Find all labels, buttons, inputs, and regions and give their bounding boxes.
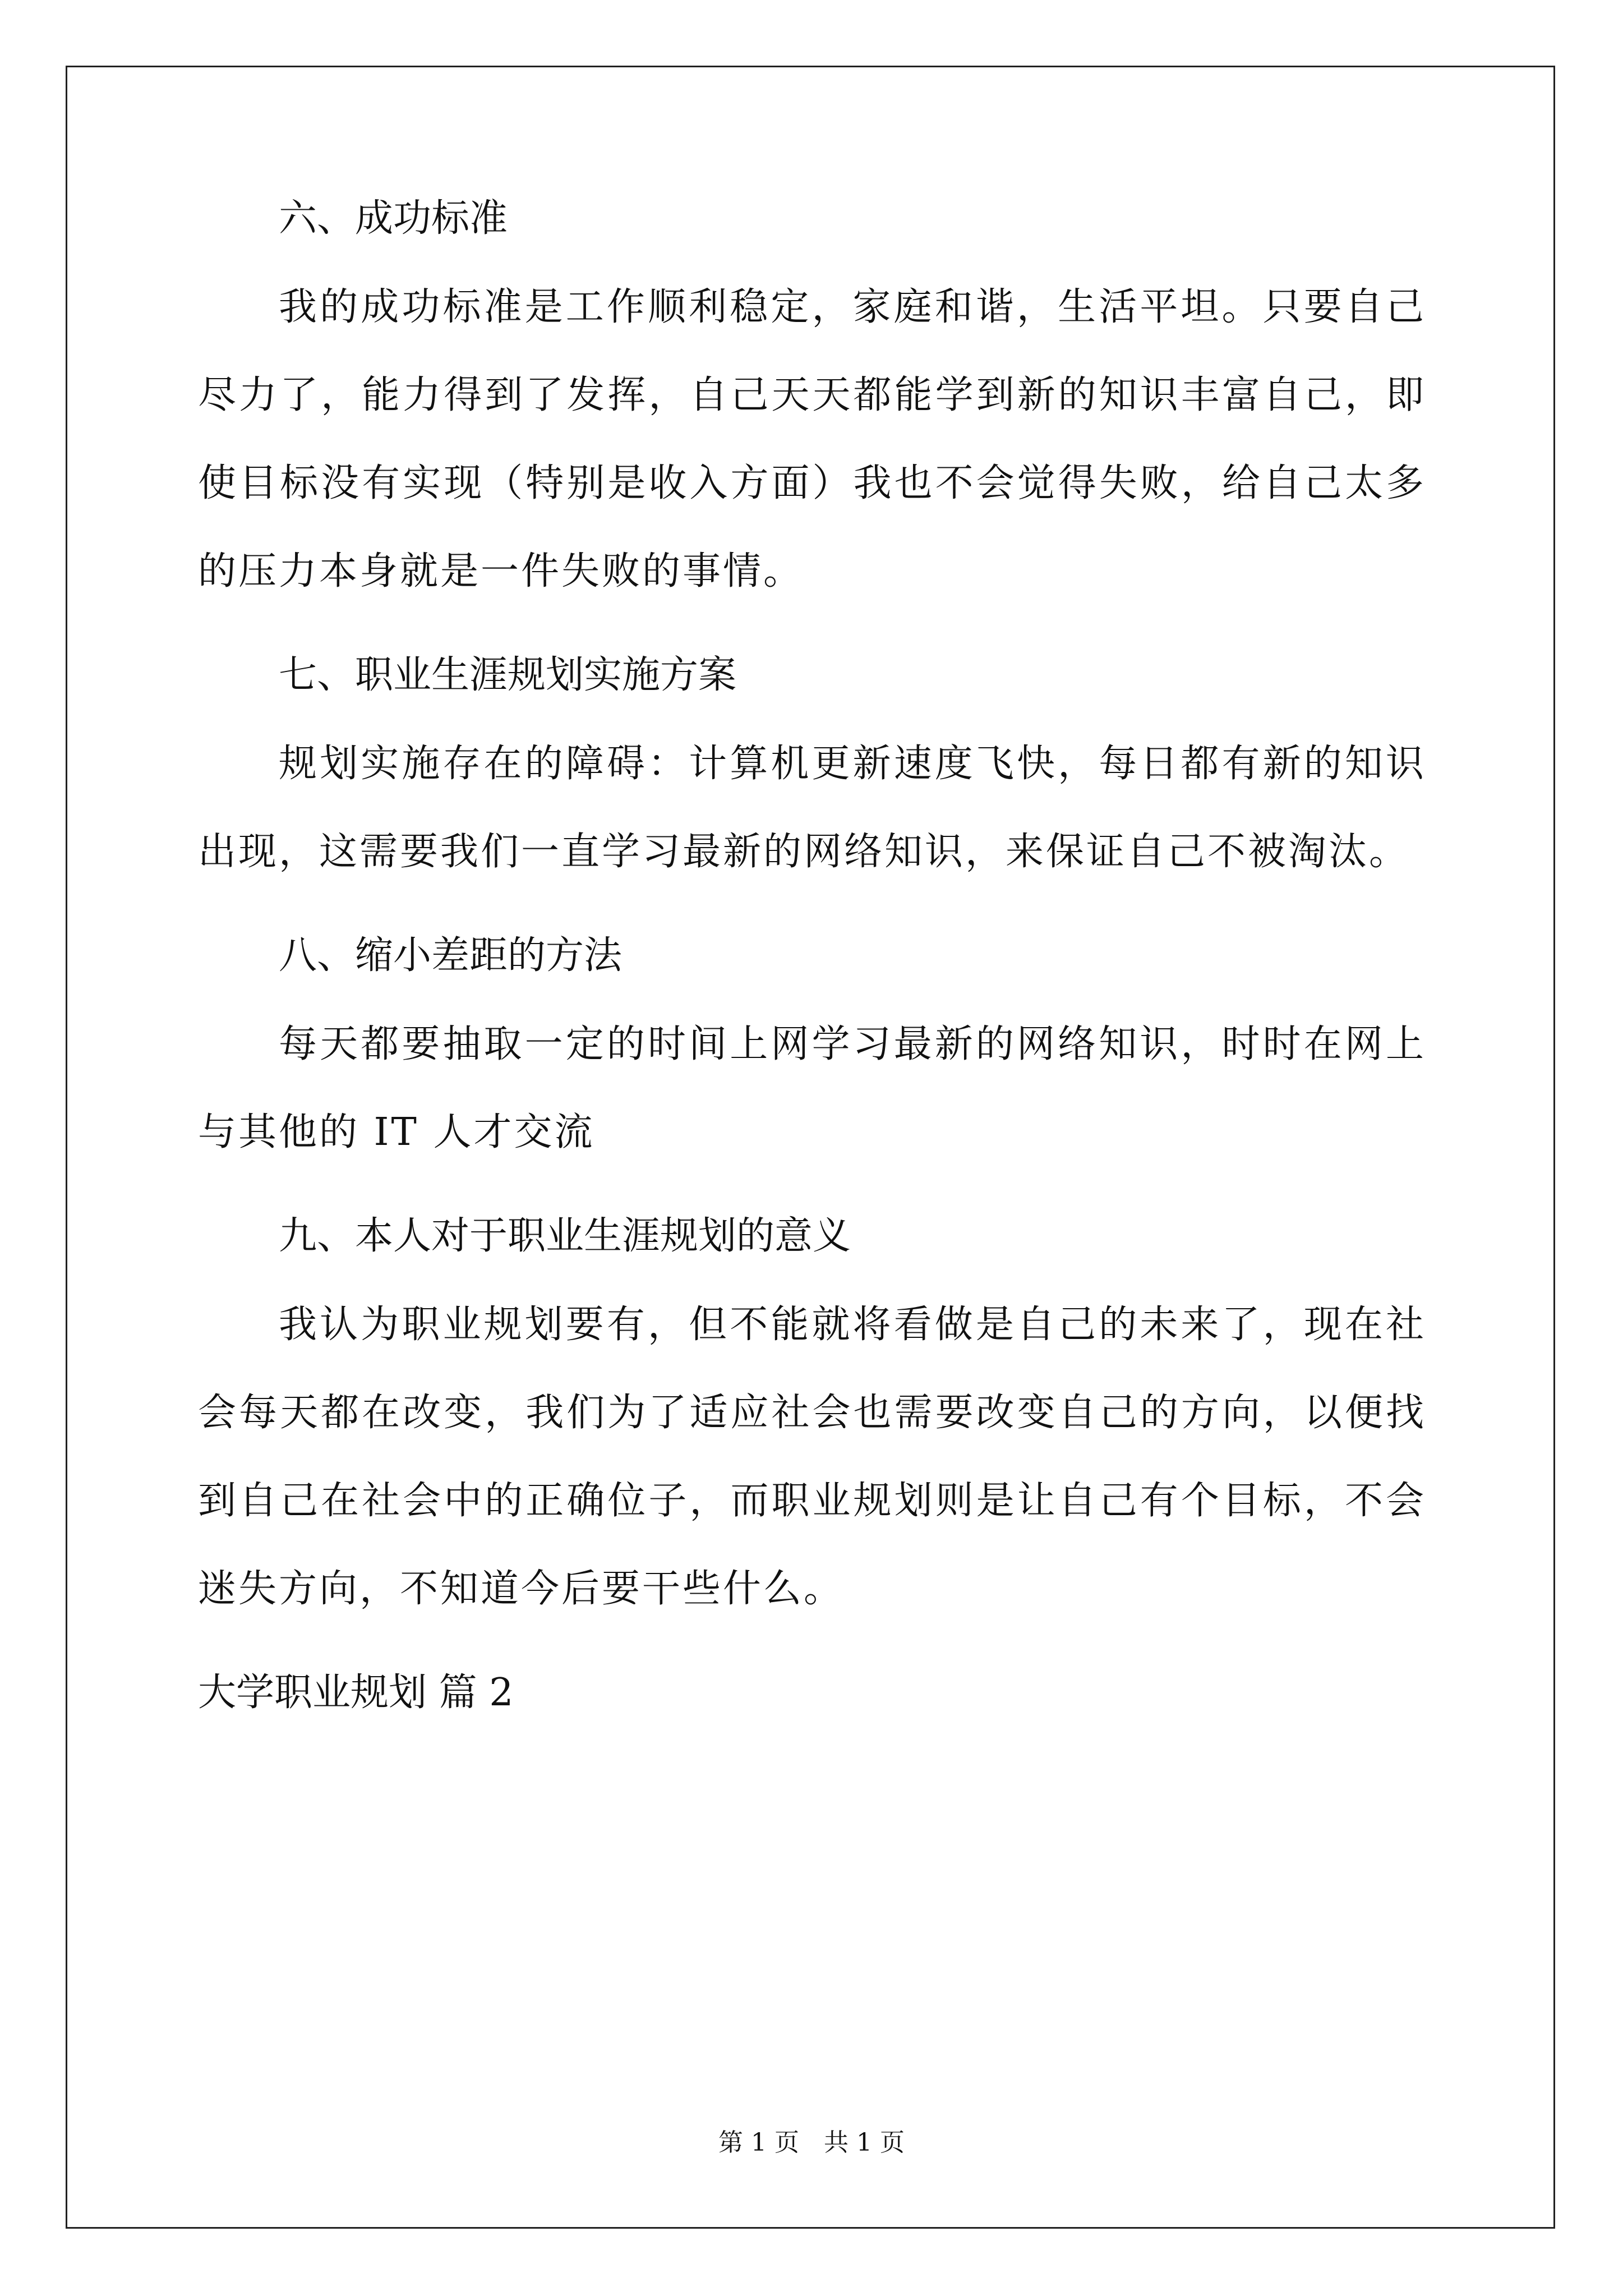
page-number-footer: 第 1 页 共 1 页 (718, 2128, 905, 2157)
heading-narrow-gap: 八、缩小差距的方法 (279, 933, 623, 978)
paragraph-narrow-gap: 每天都要抽取一定的时间上网学习最新的网络知识，时时在网上与其他的 IT 人才交流 (198, 1022, 1426, 1154)
paragraph-success-criteria: 我的成功标准是工作顺利稳定，家庭和谐，生活平坦。只要自己尽力了，能力得到了发挥，自己天天都能学到新的知识丰富自己，即使目标没有实现（特别是收入方面）我也不会觉得失败，给自己太多的压力本身就是一件失败的事情。 (198, 285, 1426, 593)
paragraph-implementation-plan: 规划实施存在的障碍：计算机更新速度飞快，每日都有新的知识出现，这需要我们一直学习最新的网络知识，来保证自己不被淘汰。 (198, 742, 1426, 874)
section-title-part-2: 大学职业规划 篇 2 (198, 1671, 514, 1715)
paragraph-significance: 我认为职业规划要有，但不能就将看做是自己的未来了，现在社会每天都在改变，我们为了适应社会也需要改变自己的方向，以便找到自己在社会中的正确位子，而职业规划则是让自己有个目标，不会迷失方向，不知道今后要干些什么。 (198, 1303, 1426, 1611)
heading-success-criteria: 六、成功标准 (279, 196, 508, 241)
heading-implementation-plan: 七、职业生涯规划实施方案 (279, 653, 737, 697)
document-body (198, 191, 1426, 1721)
heading-significance: 九、本人对于职业生涯规划的意义 (279, 1214, 851, 1258)
